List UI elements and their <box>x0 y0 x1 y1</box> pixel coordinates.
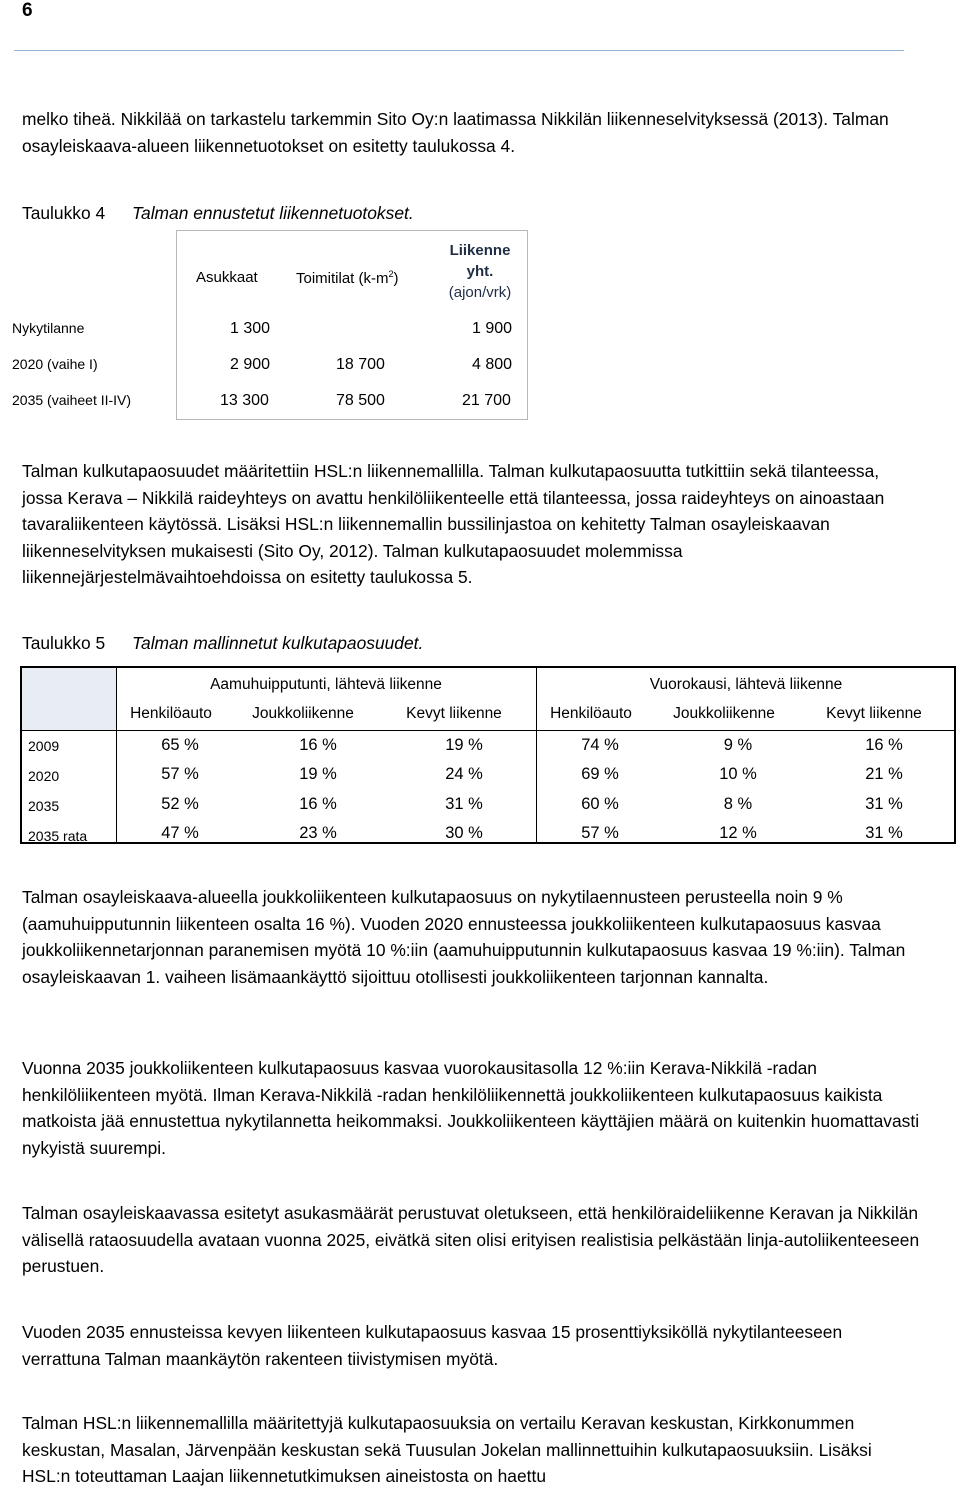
table5-cell: 57 % <box>161 765 199 783</box>
table5-caption-label: Taulukko 5 <box>22 633 106 653</box>
table5-group-vuorokausi: Vuorokausi, lähtevä liikenne <box>649 676 843 693</box>
table4-cell-toimitilat: 78 500 <box>336 392 385 409</box>
table4-header-toimitilat <box>296 269 399 287</box>
paragraph-asukasmaarat: Talman osayleiskaavassa esitetyt asukasmäärät perustuvat oletukseen, että henkilöraideliikenne Keravan ja Nikkilän välisellä rataosuudella avataan vuonna 2025, eivätkä siten olisi erityisen realistisia pelkästään linja-autoliikenteeseen perustuen. <box>22 1203 920 1277</box>
table5-divider <box>536 668 537 842</box>
table4-header-toimitilat-text: Toimitilat (k-m <box>296 270 389 287</box>
paragraph-vertailu: Talman HSL:n liikennemallilla määritettyjä kulkutapaosuuksia on vertailu Keravan keskustan, Kirkkonummen keskustan, Masalan, Järvenpään keskustan sekä Tuusulan Jokelan mallinnettuihin kulkutapaosuuksiin. Lisäksi HSL:n toteuttaman Laajan liikennetutkimuksen aineistosta on haettu <box>22 1413 872 1487</box>
table5-cell: 74 % <box>581 736 619 754</box>
table5-cell: 19 % <box>445 736 483 754</box>
table5-cell: 12 % <box>719 824 757 842</box>
table4-caption <box>22 203 414 224</box>
table4-cell-asukkaat: 2 900 <box>230 356 271 373</box>
paragraph-intro: melko tiheä. Nikkilää on tarkastelu tarkemmin Sito Oy:n laatimassa Nikkilän liikenneselvityksessä (2013). Talman osayleiskaava-alueen liikennetuotokset on esitetty taulukossa 4. <box>22 109 889 156</box>
table4-cell-liikenne: 4 800 <box>472 356 513 373</box>
table5-row-label: 2020 <box>28 768 60 784</box>
table5-subheader: Henkilöauto <box>130 705 212 722</box>
table4-caption-label: Taulukko 4 <box>22 203 106 223</box>
table4-header-toimitilat-end: ) <box>393 270 399 287</box>
table5-cell: 57 % <box>581 824 619 842</box>
table5-cell: 16 % <box>299 795 337 813</box>
table5-cell: 8 % <box>723 795 753 813</box>
table4-cell-liikenne: 21 700 <box>462 392 511 409</box>
table4-row-label: Nykytilanne <box>12 320 85 336</box>
table5-subheader: Kevyt liikenne <box>406 705 502 722</box>
header-rule <box>14 50 904 51</box>
table4-cell-asukkaat: 1 300 <box>230 320 271 337</box>
table5-caption-title: Talman mallinnetut kulkutapaosuudet. <box>132 633 424 653</box>
table5-cell: 30 % <box>445 824 483 842</box>
table5-cell: 69 % <box>581 765 619 783</box>
paragraph-kulkutapaosuudet: Talman kulkutapaosuudet määritettiin HSL:n liikennemallilla. Talman kulkutapaosuutta tutkittiin sekä tilanteessa, jossa Kerava – Nikkilä raideyhteys on avattu henkilöliikenteelle että tilanteessa, jossa raideyhteys on ainoastaan tavaraliikenteen käytössä. Lisäksi HSL:n liikennemallin bussilinjastoa on kehitetty Talman osayleiskaavan liikenneselvityksen mukaisesti (Sito Oy, 2012). Talman kulkutapaosuudet molemmissa liikennejärjestelmävaihtoehdoissa on esitetty taulukossa 5. <box>22 461 885 588</box>
table5-cell: 65 % <box>161 736 199 754</box>
table4-header-liikenne-line1: Liikenne <box>449 242 511 259</box>
table4-header-toimitilat-sup: 2 <box>388 269 394 279</box>
table5-cell: 19 % <box>299 765 337 783</box>
table4-header-liikenne <box>440 240 520 303</box>
page-number: 6 <box>22 0 33 21</box>
paragraph-kevyt-liikenne: Vuoden 2035 ennusteissa kevyen liikenteen kulkutapaosuus kasvaa 15 prosenttiyksiköllä nykytilanteeseen verrattuna Talman maankäytön rakenteen tiivistymisen myötä. <box>22 1322 843 1369</box>
table4-cell-liikenne: 1 900 <box>472 320 513 337</box>
table5-subheader: Joukkoliikenne <box>252 705 354 722</box>
table5-corner-shade <box>22 668 116 730</box>
table5-row-label: 2035 <box>28 798 60 814</box>
table5-cell: 16 % <box>299 736 337 754</box>
table5-cell: 10 % <box>719 765 757 783</box>
table5-row-label: 2009 <box>28 738 60 754</box>
table5-divider <box>22 730 954 731</box>
table4-cell-asukkaat: 13 300 <box>220 392 269 409</box>
table5-cell: 24 % <box>445 765 483 783</box>
table5-cell: 9 % <box>723 736 753 754</box>
table5-caption <box>22 633 423 654</box>
table5-row-label: 2035 rata <box>28 828 88 844</box>
table5-cell: 31 % <box>445 795 483 813</box>
table4-cell-toimitilat: 18 700 <box>336 356 385 373</box>
table5-cell: 47 % <box>161 824 199 842</box>
table4 <box>10 230 528 420</box>
table4-row-label: 2020 (vaihe I) <box>12 356 98 372</box>
table5-subheader: Joukkoliikenne <box>673 705 775 722</box>
table5-cell: 31 % <box>865 795 903 813</box>
paragraph-2035: Vuonna 2035 joukkoliikenteen kulkutapaosuus kasvaa vuorokausitasolla 12 %:iin Kerava-Nikkilä -radan henkilöliikenteen myötä. Ilman Kerava-Nikkilä -radan henkilöliikennettä joukkoliikenteen kulkutapaosuus kaikista matkoista jää ennustettua nykytilannetta heikommaksi. Joukkoliikenteen käyttäjien määrä on kuitenkin huomattavasti nykyistä suurempi. <box>22 1058 920 1158</box>
table5-cell: 21 % <box>865 765 903 783</box>
table4-header-liikenne-line3: (ajon/vrk) <box>448 284 512 301</box>
table5-subheader: Henkilöauto <box>550 705 632 722</box>
table4-caption-title: Talman ennustetut liikennetuotokset. <box>132 203 414 223</box>
table5-cell: 60 % <box>581 795 619 813</box>
table5-cell: 23 % <box>299 824 337 842</box>
table5-subheader: Kevyt liikenne <box>826 705 922 722</box>
table5-group-aamuhuipputunti: Aamuhuipputunti, lähtevä liikenne <box>210 676 442 693</box>
table5-divider <box>116 668 117 842</box>
table5-cell: 16 % <box>865 736 903 754</box>
table4-header-asukkaat: Asukkaat <box>196 269 258 286</box>
table4-header-liikenne-line2: yht. <box>466 263 494 280</box>
table4-row-label: 2035 (vaiheet II-IV) <box>12 392 132 408</box>
table5-cell: 52 % <box>161 795 199 813</box>
paragraph-joukkoliikenne: Talman osayleiskaava-alueella joukkoliikenteen kulkutapaosuus on nykytilaennusteen perusteella noin 9 % (aamuhuipputunnin liikenteen osalta 16 %). Vuoden 2020 ennusteessa joukkoliikenteen kulkutapaosuus kasvaa joukkoliikennetarjonnan paranemisen myötä 10 %:iin (aamuhuipputunnin kulkutapaosuus kasvaa 19 %:iin). Talman osayleiskaavan 1. vaiheen lisämaankäyttö sijoittuu otollisesti joukkoliikenteen tarjonnan kannalta. <box>22 887 906 987</box>
table5 <box>20 666 956 844</box>
table5-cell: 31 % <box>865 824 903 842</box>
